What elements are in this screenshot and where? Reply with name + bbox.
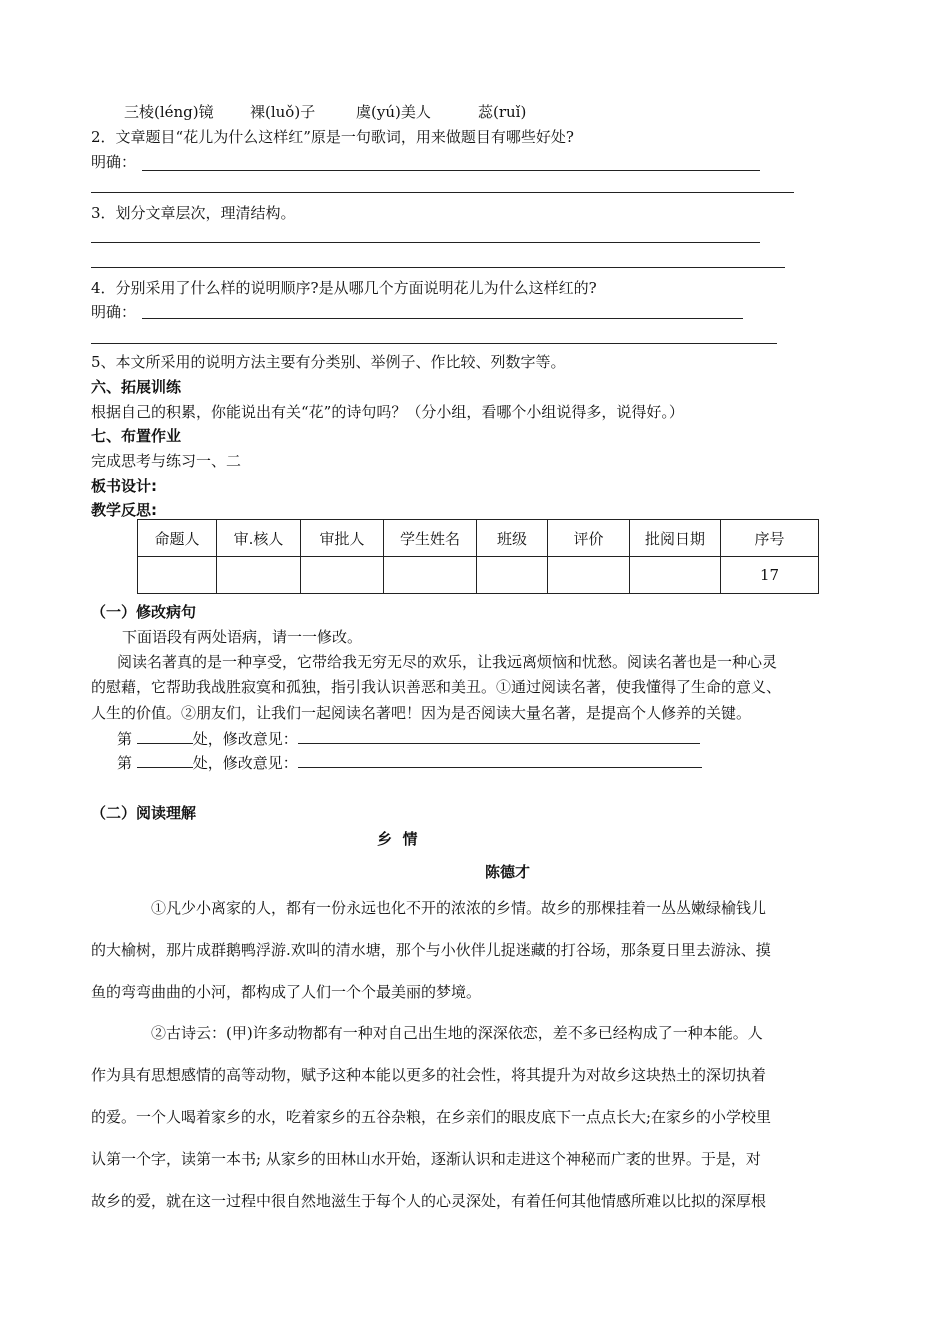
paragraph-line: ①凡少小离家的人，都有一份永远也化不开的浓浓的乡情。故乡的那棵挂着一丛丛嫩绿榆钱儿 — [151, 899, 767, 917]
table-cell — [138, 557, 217, 594]
blank-field[interactable] — [137, 729, 193, 744]
answer-line — [91, 192, 794, 193]
table-cell — [477, 557, 548, 594]
pinyin-word-1: 三棱(léng)镜 — [124, 103, 214, 121]
paragraph-line: 的慰藉，它帮助我战胜寂寞和孤独，指引我认识善恶和美丑。①通过阅读名著，使我懂得了生命的意义、 — [91, 678, 782, 696]
blank-field[interactable] — [298, 753, 702, 768]
paragraph-line: 阅读名著真的是一种享受，它带给我无穷无尽的欢乐，让我远离烦恼和忧愁。阅读名著也是一种心灵 — [117, 653, 778, 671]
board-design-label: 板书设计: — [91, 477, 157, 495]
table-cell — [384, 557, 477, 594]
table-header-row — [138, 520, 819, 557]
table-header: 批阅日期 — [630, 520, 721, 557]
article-author: 陈德才 — [485, 863, 531, 881]
answer-line — [91, 242, 760, 243]
answer-label-2: 明确： — [91, 153, 137, 171]
table-row — [138, 557, 819, 594]
section-7-text: 完成思考与练习一、二 — [91, 452, 242, 470]
answer-line — [91, 343, 777, 344]
pinyin-word-4: 蕊(ruǐ) — [478, 103, 527, 121]
pinyin-word-2: 裸(luǒ)子 — [250, 103, 316, 121]
table-cell — [548, 557, 630, 594]
teaching-reflection-label: 教学反思: — [91, 501, 157, 519]
paragraph-line: 故乡的爱，就在这一过程中很自然地滋生于每个人的心灵深处，有着任何其他情感所难以比拟的深厚根 — [91, 1192, 767, 1210]
fill-row-2 — [117, 753, 702, 773]
fill-row-1-prefix: 第 — [117, 730, 133, 748]
fill-row-1 — [117, 729, 700, 749]
answer-label-4: 明确： — [91, 303, 137, 321]
answer-line — [142, 170, 760, 171]
paragraph-line: 鱼的弯弯曲曲的小河，都构成了人们一个个最美丽的梦境。 — [91, 983, 482, 1001]
answer-line — [142, 318, 743, 319]
fill-row-2-suffix: 处，修改意见： — [192, 754, 298, 772]
paragraph-line: 认第一个字，读第一本书; 从家乡的田林山水开始，逐渐认识和走进这个神秘而广袤的世界。于是，对 — [91, 1150, 761, 1168]
fill-row-1-suffix: 处，修改意见： — [192, 730, 298, 748]
section-6-text: 根据自己的积累，你能说出有关“花”的诗句吗？（分小组，看哪个小组说得多，说得好。） — [91, 403, 684, 421]
table-cell: 17 — [721, 557, 819, 594]
question-4: 4．分别采用了什么样的说明顺序?是从哪几个方面说明花儿为什么这样红的? — [91, 279, 597, 297]
part-1-instruction: 下面语段有两处语病，请一一修改。 — [122, 628, 363, 646]
table-header: 学生姓名 — [384, 520, 477, 557]
article-title: 乡 情 — [377, 830, 418, 848]
table-cell — [630, 557, 721, 594]
blank-field[interactable] — [137, 753, 193, 768]
table-header: 审批人 — [301, 520, 384, 557]
table-header: 序号 — [721, 520, 819, 557]
paragraph-line: 的爱。一个人喝着家乡的水，吃着家乡的五谷杂粮，在乡亲们的眼皮底下一点点长大;在家乡的小学校里 — [91, 1108, 772, 1126]
table-cell — [217, 557, 301, 594]
table-header: 班级 — [477, 520, 548, 557]
table-header: 命题人 — [138, 520, 217, 557]
paragraph-line: 的大榆树，那片成群鹅鸭浮游.欢叫的清水塘，那个与小伙伴儿捉迷藏的打谷场，那条夏日里去游泳、摸 — [91, 941, 771, 959]
question-3: 3．划分文章层次，理清结构。 — [91, 204, 296, 222]
table-cell — [301, 557, 384, 594]
section-7-heading: 七、布置作业 — [91, 427, 182, 445]
info-table — [137, 519, 819, 594]
part-1-heading: （一）修改病句 — [91, 603, 197, 621]
paragraph-line: ②古诗云：(甲)许多动物都有一种对自己出生地的深深依恋，差不多已经构成了一种本能。人 — [151, 1024, 763, 1042]
section-6-heading: 六、拓展训练 — [91, 378, 182, 396]
point-5: 5、本文所采用的说明方法主要有分类别、举例子、作比较、列数字等。 — [91, 353, 566, 371]
answer-line — [91, 267, 785, 268]
part-2-heading: （二）阅读理解 — [91, 804, 197, 822]
fill-row-2-prefix: 第 — [117, 754, 133, 772]
table-header: 评价 — [548, 520, 630, 557]
blank-field[interactable] — [298, 729, 700, 744]
question-2: 2．文章题目“花儿为什么这样红”原是一句歌词，用来做题目有哪些好处? — [91, 128, 574, 146]
paragraph-line: 作为具有思想感情的高等动物，赋予这种本能以更多的社会性，将其提升为对故乡这块热土的深切执着 — [91, 1066, 767, 1084]
table-header: 审.核人 — [217, 520, 301, 557]
pinyin-word-3: 虞(yú)美人 — [356, 103, 431, 121]
paragraph-line: 人生的价值。②朋友们，让我们一起阅读名著吧！因为是否阅读大量名著，是提高个人修养的关键。 — [91, 704, 752, 722]
